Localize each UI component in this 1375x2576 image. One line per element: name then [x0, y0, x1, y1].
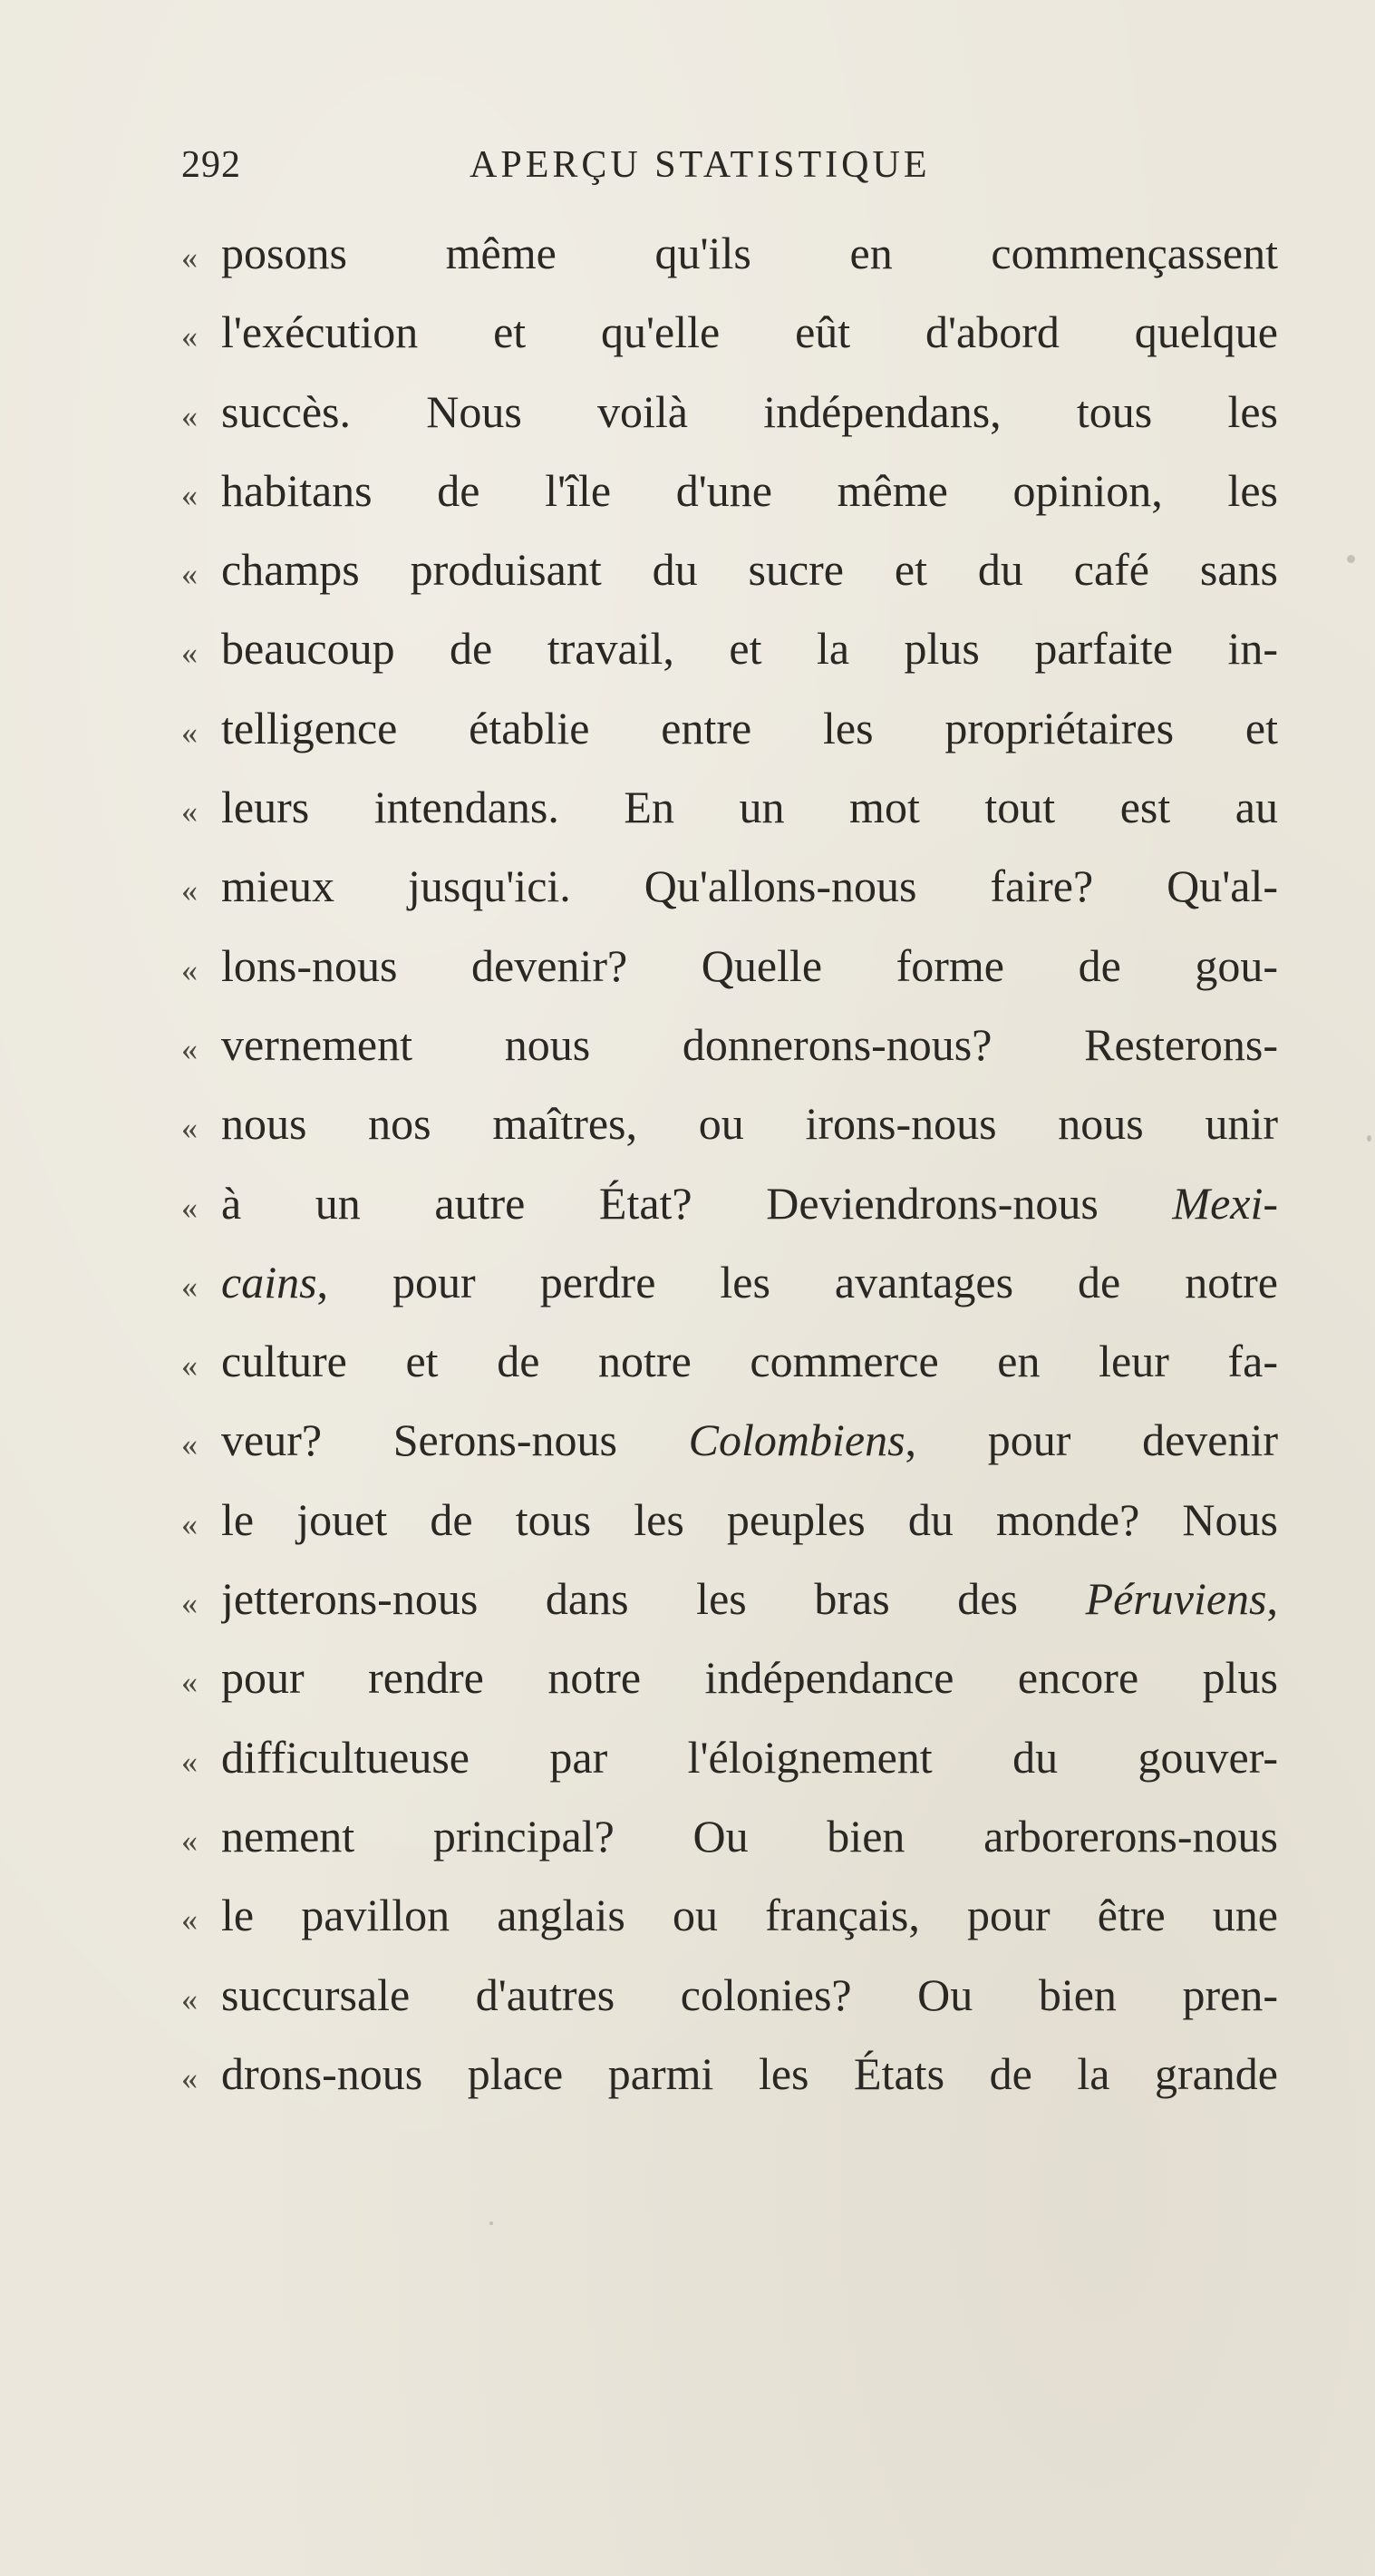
paper-speck	[489, 2221, 493, 2225]
line-segment: lons-nous devenir? Quelle forme de gou-	[221, 939, 1278, 991]
line-text	[221, 1718, 1278, 1797]
quote-mark: «	[181, 1347, 198, 1385]
text-line	[181, 452, 1278, 530]
quote-mark: «	[181, 2059, 198, 2096]
text-line	[181, 689, 1278, 768]
quote-mark: «	[181, 476, 198, 513]
text-line	[181, 373, 1278, 452]
line-segment: le jouet de tous les peuples du monde? Nous	[221, 1493, 1278, 1545]
line-text	[221, 1956, 1278, 2035]
line-segment: telligence établie entre les propriétaires et	[221, 702, 1278, 753]
line-segment: mieux jusqu'ici. Qu'allons-nous faire? Qu'al-	[221, 860, 1278, 912]
line-text	[221, 1006, 1278, 1084]
text-line	[181, 1560, 1278, 1638]
text-line	[181, 609, 1278, 688]
line-text	[221, 689, 1278, 768]
text-line	[181, 293, 1278, 372]
text-line	[181, 1322, 1278, 1401]
text-line	[181, 1084, 1278, 1163]
quote-mark: «	[181, 318, 198, 355]
line-segment: leurs intendans. En un mot tout est au	[221, 782, 1278, 833]
line-text	[221, 2035, 1278, 2114]
line-segment: pour rendre notre indépendance encore plus	[221, 1652, 1278, 1704]
paper-speck	[1367, 1135, 1371, 1142]
line-segment: ,	[1266, 1573, 1278, 1625]
quote-mark: «	[181, 239, 198, 276]
line-segment: , pour devenir	[905, 1414, 1278, 1466]
quote-mark: «	[181, 714, 198, 751]
text-line	[181, 1956, 1278, 2035]
line-segment: le pavillon anglais ou français, pour être une	[221, 1890, 1278, 1941]
line-text	[221, 1481, 1278, 1560]
quote-mark: «	[181, 1110, 198, 1147]
line-segment: habitans de l'île d'une même opinion, les	[221, 464, 1278, 516]
text-line	[181, 1401, 1278, 1480]
line-text	[221, 1401, 1278, 1480]
line-segment: nous nos maîtres, ou irons-nous nous unir	[221, 1098, 1278, 1150]
text-line	[181, 1718, 1278, 1797]
text-line	[181, 1638, 1278, 1717]
text-line	[181, 1876, 1278, 1955]
line-text	[221, 1797, 1278, 1876]
text-line	[181, 1164, 1278, 1243]
line-segment: succès. Nous voilà indépendans, tous les	[221, 385, 1278, 437]
quote-mark: «	[181, 1268, 198, 1305]
line-segment: beaucoup de travail, et la plus parfaite in-	[221, 623, 1278, 675]
running-title: APERÇU STATISTIQUE	[470, 144, 931, 186]
line-text	[221, 1243, 1278, 1322]
line-segment: nement principal? Ou bien arborerons-nous	[221, 1810, 1278, 1862]
body-text	[181, 214, 1278, 2114]
text-line	[181, 2035, 1278, 2114]
line-segment: vernement nous donnerons-nous? Resterons-	[221, 1018, 1278, 1070]
italic-text: Colombiens	[688, 1414, 905, 1466]
quote-mark: «	[181, 1980, 198, 2017]
italic-text: Péruviens	[1085, 1573, 1267, 1625]
text-line	[181, 214, 1278, 293]
line-text	[221, 452, 1278, 530]
line-segment: culture et de notre commerce en leur fa-	[221, 1336, 1278, 1387]
quote-mark: «	[181, 1664, 198, 1701]
line-text	[221, 768, 1278, 847]
text-line	[181, 1797, 1278, 1876]
text-line	[181, 927, 1278, 1006]
quote-mark: «	[181, 1585, 198, 1622]
quote-mark: «	[181, 1505, 198, 1542]
line-segment: difficultueuse par l'éloignement du gouver-	[221, 1731, 1278, 1783]
quote-mark: «	[181, 793, 198, 831]
line-segment: , pour perdre les avantages de notre	[316, 1256, 1278, 1307]
line-text	[221, 1164, 1278, 1243]
line-segment: l'exécution et qu'elle eût d'abord quelque	[221, 306, 1278, 358]
line-segment: jetterons-nous dans les bras des	[221, 1573, 1086, 1625]
line-segment: à un autre État? Deviendrons-nous	[221, 1177, 1173, 1229]
line-text	[221, 847, 1278, 926]
quote-mark: «	[181, 1426, 198, 1463]
italic-text: Mexi-	[1172, 1177, 1278, 1229]
line-segment: drons-nous place parmi les États de la grande	[221, 2047, 1278, 2099]
line-text	[221, 1560, 1278, 1638]
quote-mark: «	[181, 1743, 198, 1780]
line-text	[221, 927, 1278, 1006]
text-line	[181, 847, 1278, 926]
text-line	[181, 1006, 1278, 1084]
line-segment: succursale d'autres colonies? Ou bien pren-	[221, 1968, 1278, 2020]
line-text	[221, 530, 1278, 609]
line-text	[221, 1322, 1278, 1401]
line-text	[221, 293, 1278, 372]
text-line	[181, 1481, 1278, 1560]
line-text	[221, 373, 1278, 452]
quote-mark: «	[181, 1901, 198, 1939]
quote-mark: «	[181, 872, 198, 909]
quote-mark: «	[181, 1189, 198, 1226]
quote-mark: «	[181, 635, 198, 672]
quote-mark: «	[181, 951, 198, 988]
line-text	[221, 609, 1278, 688]
line-text	[221, 214, 1278, 293]
line-text	[221, 1638, 1278, 1717]
quote-mark: «	[181, 1822, 198, 1859]
line-text	[221, 1084, 1278, 1163]
quote-mark: «	[181, 1030, 198, 1067]
quote-mark: «	[181, 397, 198, 434]
italic-text: cains	[221, 1256, 317, 1307]
page-number: 292	[181, 144, 241, 186]
line-segment: veur? Serons-nous	[221, 1414, 689, 1466]
line-text	[221, 1876, 1278, 1955]
quote-mark: «	[181, 556, 198, 593]
text-line	[181, 1243, 1278, 1322]
line-segment: posons même qu'ils en commençassent	[221, 228, 1278, 278]
line-segment: champs produisant du sucre et du café sans	[221, 544, 1278, 596]
text-line	[181, 768, 1278, 847]
paper-speck	[1347, 555, 1355, 563]
text-line	[181, 530, 1278, 609]
running-head	[181, 143, 1278, 198]
